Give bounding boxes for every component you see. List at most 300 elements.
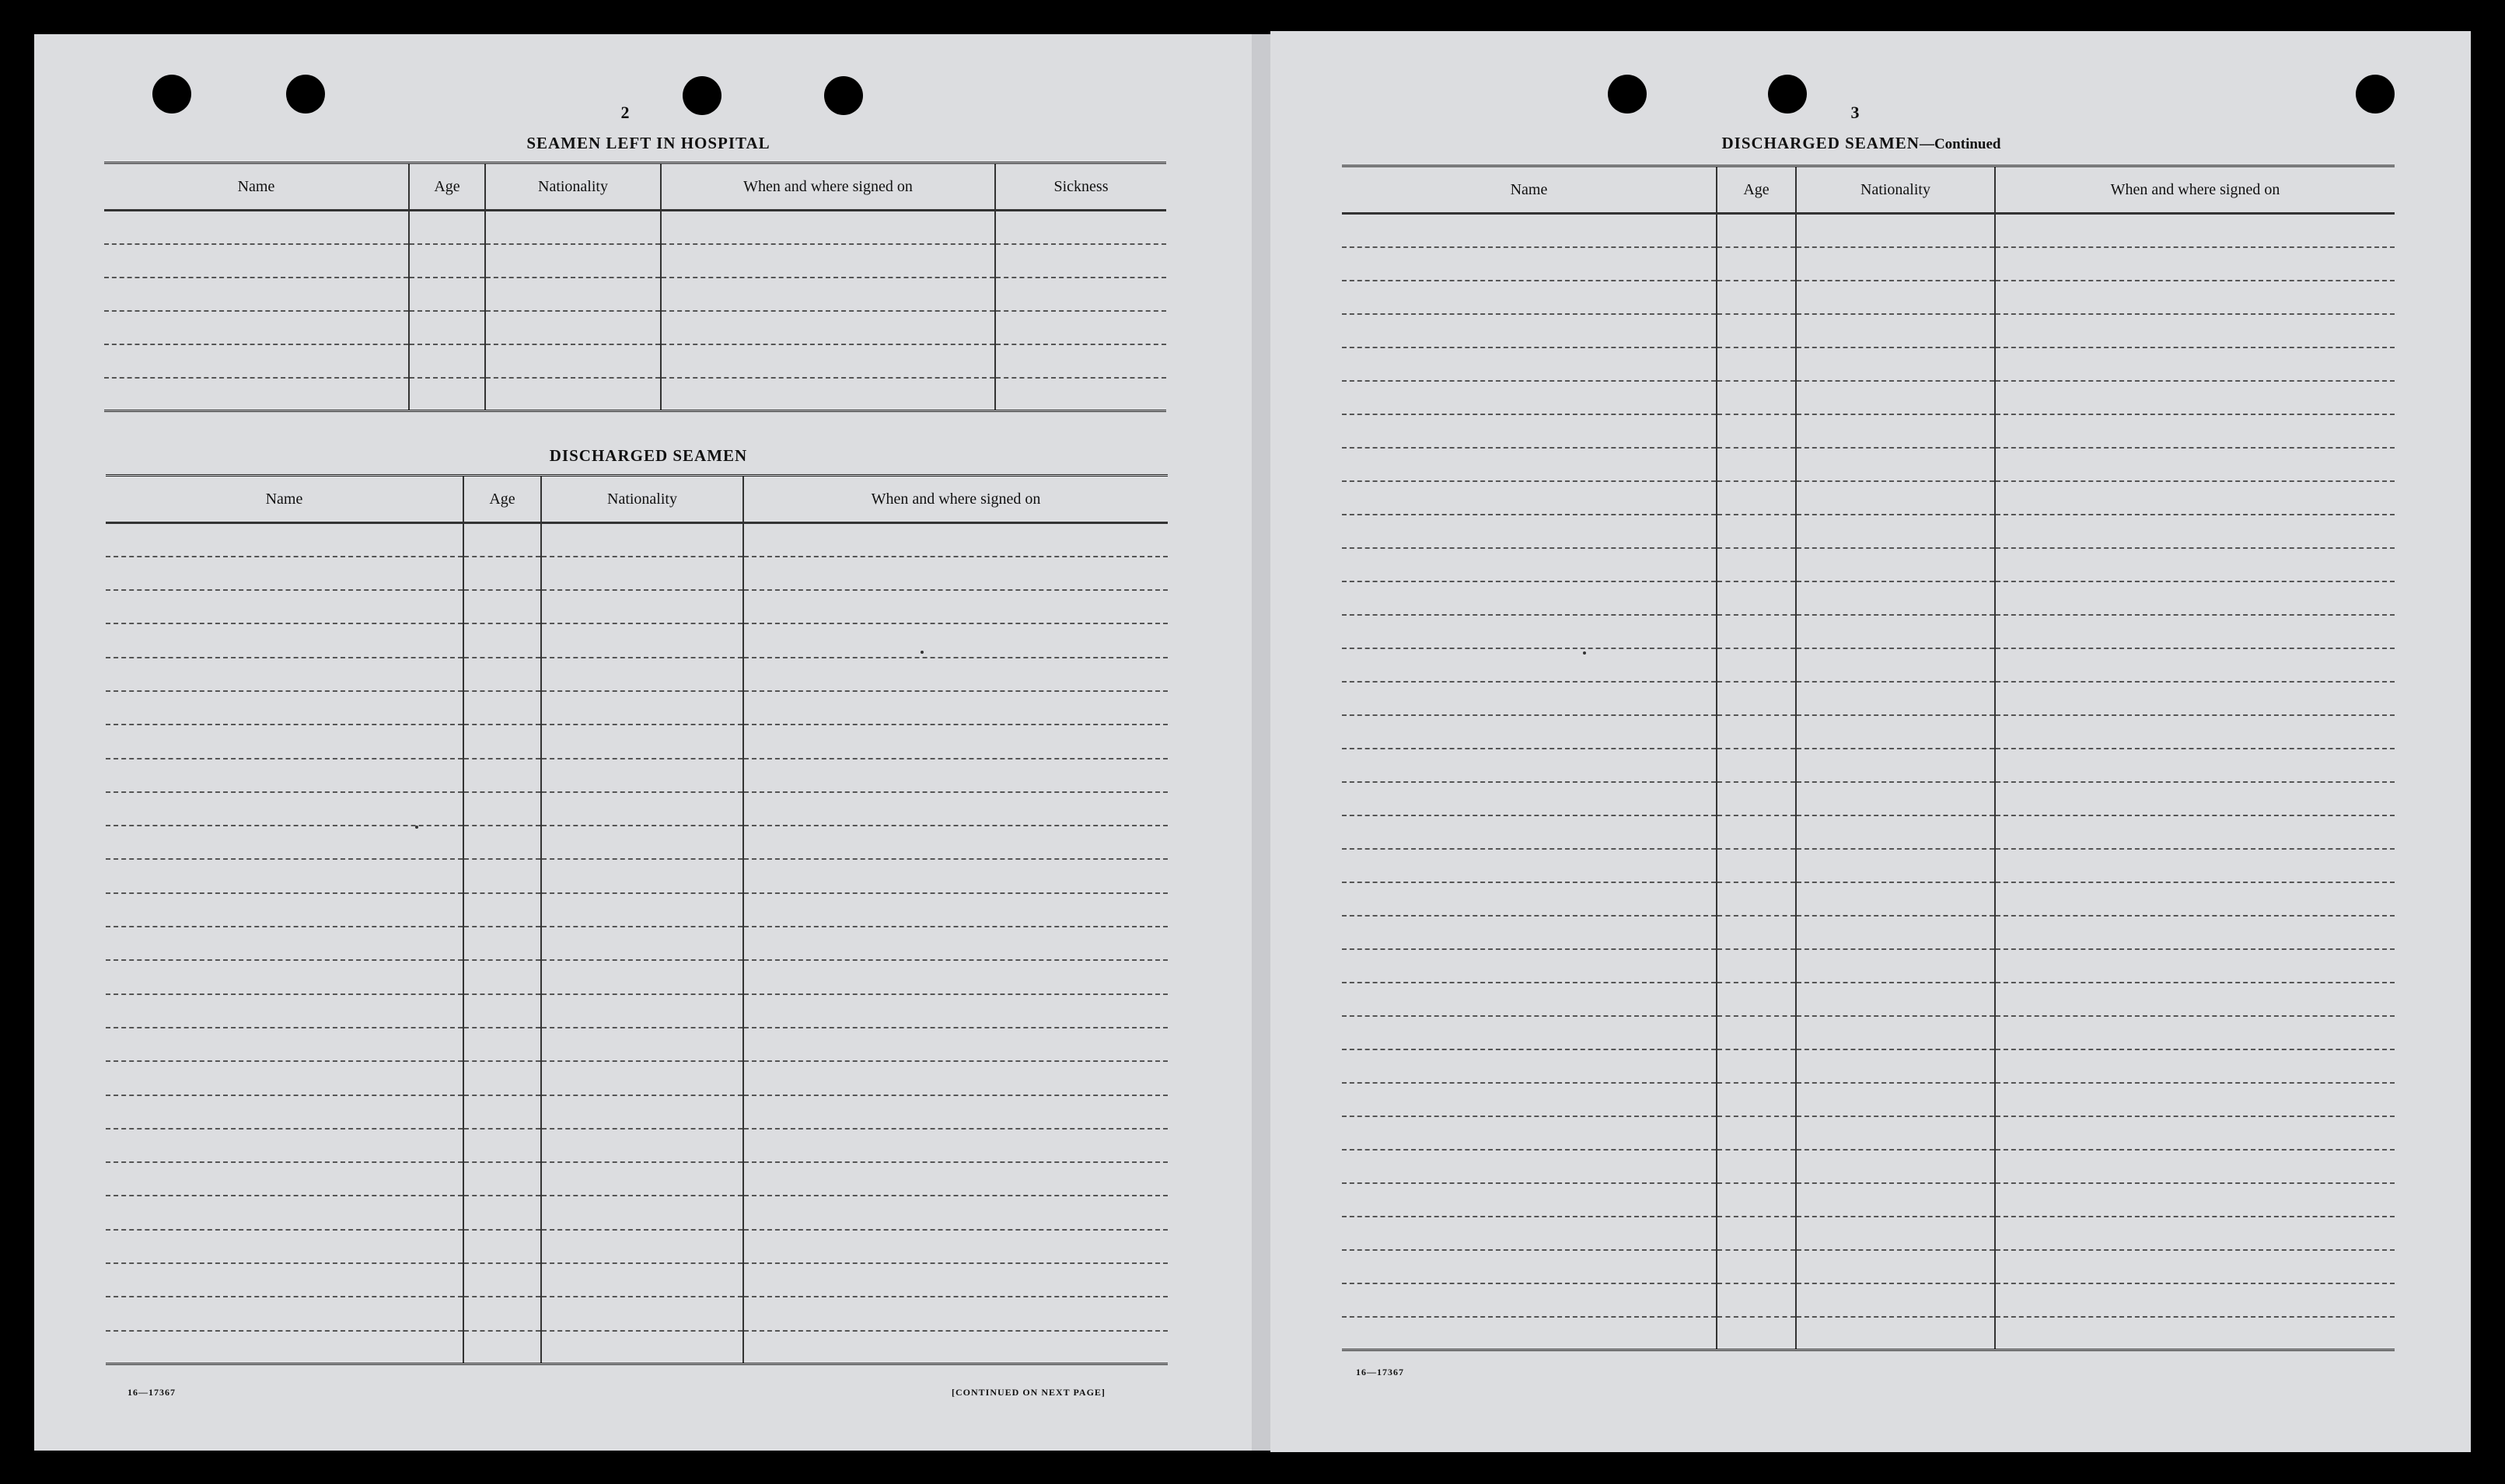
column-header-sickness: Sickness [995,163,1166,211]
table-row [106,590,1168,623]
table-cell [1796,1250,1995,1283]
table-cell [1796,1016,1995,1049]
column-header-signed-on: When and where signed on [743,476,1168,523]
table-cell [1796,347,1995,381]
table-cell [1995,581,2395,615]
table-row [1342,515,2395,548]
table-cell [1342,983,1717,1016]
table-cell [1995,481,2395,515]
table-cell [1995,1317,2395,1350]
table-cell [1717,1083,1796,1116]
column-header-nationality: Nationality [1796,166,1995,214]
table-cell [1717,347,1796,381]
table-cell [743,826,1168,859]
table-cell [541,1028,743,1061]
table-cell [106,1028,463,1061]
column-header-signed-on: When and where signed on [1995,166,2395,214]
table-row [1342,448,2395,481]
table-row [1342,815,2395,849]
table-row [1342,247,2395,281]
table-cell [1717,581,1796,615]
table-cell [541,1297,743,1330]
table-cell [1995,448,2395,481]
table-row [1342,281,2395,314]
table-cell [1342,1083,1717,1116]
table-cell [743,1095,1168,1129]
table-cell [485,344,661,378]
table-cell [743,759,1168,792]
table-cell [1342,882,1717,916]
table-cell [1796,615,1995,648]
table-row [1342,782,2395,815]
table-row [1342,615,2395,648]
table-row [106,1297,1168,1330]
table-cell [1995,1083,2395,1116]
table-cell [1796,548,1995,581]
table-cell [463,960,541,993]
table-cell [1342,715,1717,749]
column-header-name: Name [104,163,409,211]
table-cell [1796,581,1995,615]
table-cell [1995,849,2395,882]
table-cell [661,244,995,278]
table-cell [541,590,743,623]
table-cell [1796,1283,1995,1317]
table-cell [463,927,541,960]
table-cell [1796,414,1995,448]
table-cell [1717,515,1796,548]
table-cell [743,691,1168,725]
continued-note: [CONTINUED ON NEXT PAGE] [952,1387,1106,1398]
table-cell [743,994,1168,1028]
table-cell [1342,1150,1717,1183]
table-cell [1717,1250,1796,1283]
table-cell [463,1061,541,1095]
table-cell [1342,548,1717,581]
table-cell [106,1095,463,1129]
table-cell [1995,782,2395,815]
table-cell [1342,1183,1717,1217]
table-cell [541,691,743,725]
table-cell [1717,882,1796,916]
table-row [106,893,1168,927]
table-cell [104,311,409,344]
table-cell [106,691,463,725]
table-cell [541,826,743,859]
table-cell [1995,682,2395,715]
table-cell [1796,1049,1995,1083]
binder-hole [683,76,721,115]
table-cell [1342,414,1717,448]
table-row [106,859,1168,892]
table-cell [1342,849,1717,882]
discharged-continued-table-body [1342,214,2395,1350]
table-cell [1995,214,2395,247]
table-cell [1796,247,1995,281]
table-row [106,523,1168,557]
table-header-row [106,476,1168,523]
table-cell [541,994,743,1028]
table-cell [743,893,1168,927]
table-row [1342,548,2395,581]
table-row [1342,1217,2395,1250]
discharged-table-body [106,523,1168,1364]
table-cell [541,1331,743,1364]
table-cell [463,658,541,691]
binder-hole [1768,75,1807,113]
table-cell [106,927,463,960]
table-cell [743,623,1168,657]
table-cell [1717,1016,1796,1049]
hospital-section-title: SEAMEN LEFT IN HOSPITAL [526,134,770,152]
table-cell [1342,581,1717,615]
table-cell [106,1331,463,1364]
table-cell [106,590,463,623]
table-cell [541,759,743,792]
table-cell [1717,247,1796,281]
table-cell [463,590,541,623]
table-cell [106,1230,463,1263]
table-cell [1342,515,1717,548]
table-cell [1796,682,1995,715]
table-cell [106,960,463,993]
table-cell [463,1297,541,1330]
table-cell [1342,782,1717,815]
table-row [106,1162,1168,1196]
table-cell [1995,314,2395,347]
table-cell [106,893,463,927]
table-cell [541,1263,743,1297]
table-cell [1717,648,1796,682]
table-cell [995,311,1166,344]
table-cell [743,1162,1168,1196]
table-cell [1717,281,1796,314]
table-header-row [104,163,1166,211]
table-cell [1342,1283,1717,1317]
table-cell [485,378,661,411]
binder-hole [152,75,191,113]
table-cell [743,725,1168,758]
table-row [104,311,1166,344]
ink-speck [1583,651,1586,655]
table-row [106,960,1168,993]
table-cell [409,244,485,278]
table-cell [1796,749,1995,782]
table-cell [743,859,1168,892]
column-header-age: Age [463,476,541,523]
table-row [106,1263,1168,1297]
table-cell [541,1129,743,1162]
table-cell [1796,648,1995,682]
table-cell [743,1230,1168,1263]
table-cell [743,557,1168,590]
table-cell [409,311,485,344]
table-cell [1342,281,1717,314]
table-row [1342,1083,2395,1116]
table-cell [1717,682,1796,715]
table-cell [106,725,463,758]
page-number: 2 [620,103,630,122]
table-row [1342,314,2395,347]
table-cell [104,278,409,311]
table-row [1342,882,2395,916]
table-cell [104,244,409,278]
table-cell [541,1162,743,1196]
table-cell [106,623,463,657]
section-title-main: DISCHARGED SEAMEN [1721,134,1920,152]
table-cell [1342,1049,1717,1083]
binder-hole [824,76,863,115]
table-cell [1995,1283,2395,1317]
table-cell [1796,782,1995,815]
table-row [106,994,1168,1028]
table-cell [1796,849,1995,882]
table-cell [1717,782,1796,815]
table-cell [1995,749,2395,782]
table-row [1342,1250,2395,1283]
table-row [1342,849,2395,882]
table-cell [743,658,1168,691]
table-cell [485,311,661,344]
table-row [106,1028,1168,1061]
table-row [106,658,1168,691]
table-cell [463,1162,541,1196]
table-row [106,759,1168,792]
table-cell [1796,1116,1995,1150]
binder-hole [1608,75,1647,113]
table-cell [1995,515,2395,548]
table-cell [106,1061,463,1095]
table-row [1342,983,2395,1016]
table-cell [1717,749,1796,782]
table-cell [743,1129,1168,1162]
table-row [106,623,1168,657]
table-cell [463,557,541,590]
discharged-section-title: DISCHARGED SEAMEN [549,446,748,465]
table-cell [743,590,1168,623]
binder-hole [2356,75,2395,113]
table-cell [1342,648,1717,682]
table-cell [463,792,541,826]
page-number: 3 [1850,103,1860,122]
table-cell [661,344,995,378]
table-row [1342,916,2395,949]
table-cell [1717,1317,1796,1350]
table-cell [541,927,743,960]
table-cell [541,725,743,758]
table-row [1342,1150,2395,1183]
table-cell [1995,715,2395,749]
table-cell [463,725,541,758]
table-cell [1796,916,1995,949]
table-cell [743,523,1168,557]
table-row [1342,682,2395,715]
table-cell [1717,849,1796,882]
table-cell [104,211,409,244]
table-row [106,792,1168,826]
table-cell [104,344,409,378]
table-cell [463,691,541,725]
table-row [1342,715,2395,749]
discharged-table [106,474,1168,1365]
table-cell [1995,281,2395,314]
table-cell [463,1263,541,1297]
table-cell [106,557,463,590]
table-row [104,378,1166,411]
table-cell [1796,381,1995,414]
table-cell [541,1061,743,1095]
table-cell [743,960,1168,993]
table-cell [1995,414,2395,448]
table-cell [1717,381,1796,414]
table-cell [106,994,463,1028]
table-row [106,557,1168,590]
table-row [106,725,1168,758]
table-cell [485,244,661,278]
table-cell [1995,983,2395,1016]
table-cell [1717,1217,1796,1250]
table-cell [1995,548,2395,581]
table-cell [1342,916,1717,949]
left-page [34,34,1252,1451]
table-cell [1717,448,1796,481]
table-cell [1717,1150,1796,1183]
table-cell [106,826,463,859]
ink-speck [921,651,924,654]
table-cell [1717,916,1796,949]
table-cell [1717,983,1796,1016]
table-cell [1995,1150,2395,1183]
table-cell [995,211,1166,244]
table-cell [541,792,743,826]
table-cell [1342,615,1717,648]
table-row [1342,749,2395,782]
table-cell [1796,1150,1995,1183]
table-cell [541,623,743,657]
table-cell [1342,314,1717,347]
column-header-signed-on: When and where signed on [661,163,995,211]
table-cell [463,994,541,1028]
table-cell [1995,949,2395,983]
table-cell [1717,214,1796,247]
table-cell [743,1263,1168,1297]
table-cell [1995,916,2395,949]
table-row [104,344,1166,378]
table-cell [1995,1049,2395,1083]
table-cell [743,1331,1168,1364]
table-row [104,244,1166,278]
table-cell [1995,1183,2395,1217]
table-cell [1995,615,2395,648]
table-cell [1717,481,1796,515]
table-row [104,278,1166,311]
table-cell [1342,1116,1717,1150]
table-cell [1995,247,2395,281]
table-cell [106,1129,463,1162]
column-header-nationality: Nationality [541,476,743,523]
section-title-suffix: —Continued [1919,136,2001,152]
table-row [1342,648,2395,682]
table-cell [541,523,743,557]
table-cell [661,278,995,311]
table-cell [995,278,1166,311]
table-row [106,1196,1168,1229]
table-cell [541,893,743,927]
table-cell [541,1196,743,1229]
table-cell [409,211,485,244]
form-number: 16—17367 [128,1387,176,1398]
table-cell [485,278,661,311]
table-cell [1717,1116,1796,1150]
table-cell [1796,1083,1995,1116]
table-row [1342,1283,2395,1317]
form-number: 16—17367 [1356,1367,1404,1378]
table-row [106,1331,1168,1364]
table-row [106,826,1168,859]
table-cell [1717,1049,1796,1083]
table-row [1342,1116,2395,1150]
table-cell [541,1095,743,1129]
table-cell [1717,615,1796,648]
table-cell [995,344,1166,378]
table-row [1342,481,2395,515]
table-row [1342,1016,2395,1049]
table-cell [106,1162,463,1196]
table-cell [1796,515,1995,548]
column-header-name: Name [106,476,463,523]
table-cell [1342,815,1717,849]
column-header-name: Name [1342,166,1717,214]
table-row [106,927,1168,960]
table-cell [1796,983,1995,1016]
table-cell [1995,1116,2395,1150]
table-cell [1342,1317,1717,1350]
table-row [1342,414,2395,448]
table-cell [463,1095,541,1129]
table-cell [743,1196,1168,1229]
table-cell [1717,548,1796,581]
table-cell [1796,314,1995,347]
table-cell [1342,1250,1717,1283]
table-cell [1717,314,1796,347]
table-cell [1342,749,1717,782]
table-cell [1717,815,1796,849]
table-cell [1342,381,1717,414]
table-row [106,1230,1168,1263]
table-cell [485,211,661,244]
table-cell [1342,682,1717,715]
table-cell [995,378,1166,411]
right-page [1270,31,2471,1452]
table-cell [743,1028,1168,1061]
table-cell [409,378,485,411]
table-cell [1717,1283,1796,1317]
table-cell [743,1297,1168,1330]
table-cell [463,523,541,557]
table-row [104,211,1166,244]
section-title [1504,134,2219,153]
table-cell [106,1196,463,1229]
hospital-table-body [104,211,1166,411]
binder-hole [286,75,325,113]
table-cell [463,893,541,927]
table-cell [1995,882,2395,916]
table-cell [661,311,995,344]
table-header-row [1342,166,2395,214]
table-row [1342,381,2395,414]
table-cell [541,960,743,993]
table-cell [106,759,463,792]
